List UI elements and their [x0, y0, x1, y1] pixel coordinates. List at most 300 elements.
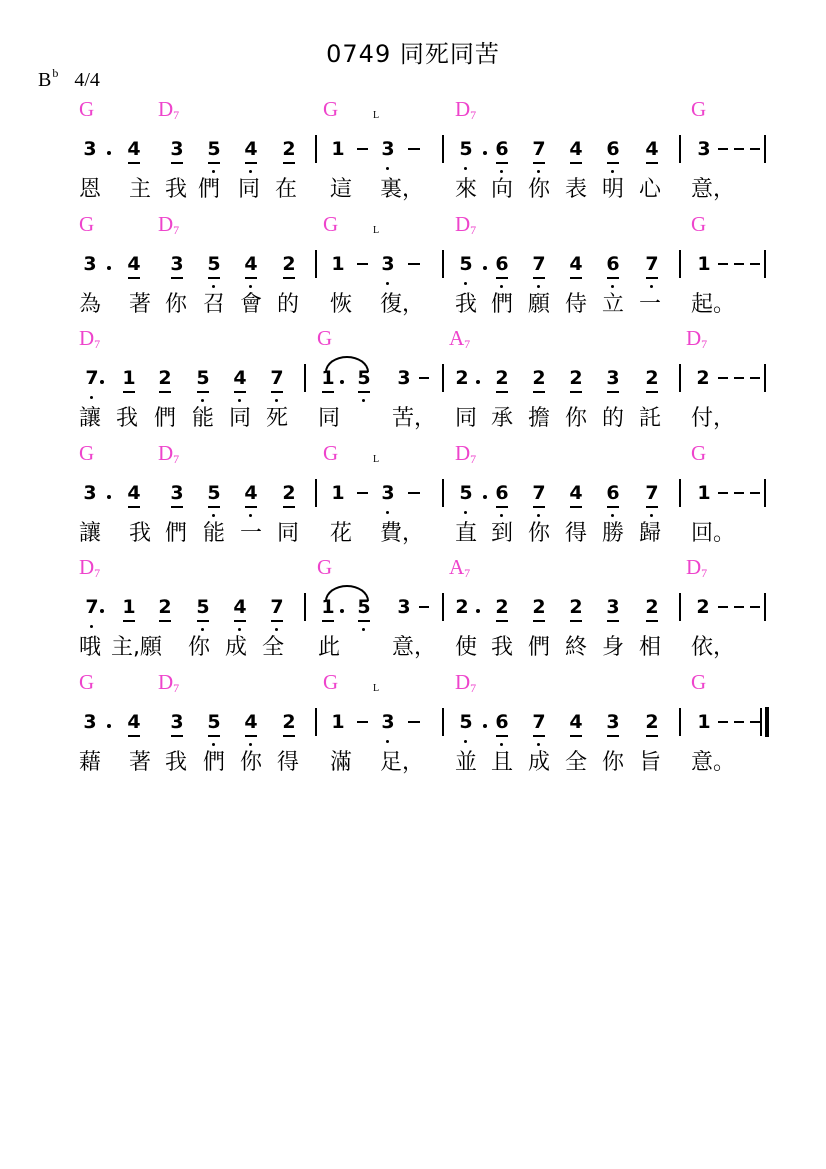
note-digit: 5	[456, 483, 476, 503]
note-digit: 4	[124, 712, 144, 732]
lyric-syllable: 一	[639, 291, 662, 317]
note-digit: 3	[397, 367, 411, 389]
chord-symbol: $D_7$	[158, 669, 180, 695]
augmentation-dot	[107, 724, 111, 728]
augmentation-dot	[340, 380, 344, 384]
lyric-syllable: 恢	[330, 291, 353, 317]
lyric-syllable: 們	[491, 291, 514, 317]
chord-symbol: G	[691, 97, 707, 121]
chord-extension: 7	[470, 451, 477, 466]
lyric-syllable: 同	[318, 406, 341, 431]
lyric-syllable: 的	[602, 406, 625, 431]
chord-symbol: G	[323, 97, 339, 121]
hold-dash	[357, 492, 368, 494]
lyric-syllable: 在	[275, 177, 298, 202]
lyric-syllable: 向	[491, 177, 514, 202]
lyric-syllable: 我	[116, 406, 139, 431]
note-digit: 2	[529, 597, 549, 617]
lyric-syllable: 們	[154, 406, 177, 431]
lyric-syllable: 侍	[565, 291, 588, 317]
barline	[679, 479, 681, 507]
note-digit: 2	[155, 597, 175, 617]
note-digit: 2	[455, 596, 469, 618]
note-digit: 4	[566, 254, 586, 274]
note-digit: 2	[492, 597, 512, 617]
lyric-syllable: 哦	[79, 635, 102, 660]
hold-dash	[718, 721, 728, 723]
note-digit: 2	[279, 139, 299, 159]
note-digit: 6	[603, 254, 623, 274]
note-digit: 2	[642, 368, 662, 388]
lyric-syllable: 費，	[380, 520, 425, 546]
note-digit: 7	[82, 368, 102, 388]
lyric-syllable: 且	[491, 749, 514, 775]
lyric-syllable: 裏，	[380, 177, 425, 202]
note-digit: 4	[124, 254, 144, 274]
lyric-syllable: 讓	[79, 406, 102, 431]
note-digit: 1	[331, 481, 345, 504]
note-digit: 4	[230, 368, 250, 388]
note-digit: 6	[603, 139, 623, 159]
hold-dash	[734, 721, 744, 723]
note-digit: 6	[492, 254, 512, 274]
note-digit: 5	[193, 597, 213, 617]
chord-symbol: G	[691, 211, 707, 236]
note-digit: 7	[529, 254, 549, 274]
chord-symbol: $A_7$	[449, 555, 471, 580]
chord-symbol: G	[691, 669, 707, 694]
song-title: 0749 同死同苦	[326, 40, 500, 68]
lyric-syllable: 為	[79, 291, 102, 317]
lyric-syllable: 復，	[380, 291, 425, 317]
lyric-syllable: 你	[528, 177, 551, 202]
barline	[442, 479, 444, 507]
chord-extension: 7	[470, 222, 477, 237]
lyric-syllable: 會	[240, 291, 263, 317]
lyric-syllable: 們	[203, 749, 226, 775]
lyric-syllable: 我	[165, 177, 188, 202]
barline	[764, 135, 766, 163]
note-digit: 7	[642, 483, 662, 503]
hold-dash	[718, 263, 728, 265]
lyric-syllable: 一	[240, 520, 263, 546]
note-digit: 4	[566, 712, 586, 732]
hold-dash	[357, 148, 368, 150]
chord-extension: 7	[94, 337, 101, 351]
tie-arc	[325, 585, 369, 601]
barline	[764, 479, 766, 507]
lyric-syllable: 使	[455, 635, 478, 660]
chord-extension: 7	[464, 337, 471, 351]
barline	[442, 250, 444, 278]
note-digit: 7	[529, 483, 549, 503]
augmentation-dot	[100, 380, 104, 384]
chord-symbol: G	[79, 669, 95, 694]
chord-symbol: $D_7$	[686, 555, 708, 580]
note-digit: 5	[193, 368, 213, 388]
chord-symbol: G	[691, 440, 707, 465]
final-barline-thick	[765, 707, 769, 737]
chord-extension: 7	[173, 680, 180, 695]
hold-dash	[408, 263, 420, 265]
note-digit: 5	[456, 139, 476, 159]
lyric-syllable: 藉	[79, 749, 102, 775]
note-digit: 1	[697, 710, 711, 733]
lyric-syllable: 讓	[79, 520, 102, 546]
note-digit: 3	[83, 252, 97, 275]
chord-extension: 7	[173, 222, 180, 237]
lyric-syllable: 同	[229, 406, 252, 431]
lyric-syllable: 同	[455, 406, 478, 431]
augmentation-dot	[107, 151, 111, 155]
note-digit: 2	[279, 483, 299, 503]
note-digit: 4	[230, 597, 250, 617]
lyric-syllable: 我	[455, 291, 478, 317]
lyric-syllable: 終	[565, 635, 588, 660]
barline	[764, 364, 766, 392]
chord-extension: 7	[173, 108, 180, 122]
augmentation-dot	[483, 151, 487, 155]
hold-dash	[734, 263, 744, 265]
chord-extension: 7	[701, 566, 708, 580]
note-digit: 4	[241, 712, 261, 732]
note-digit: 1	[331, 138, 345, 160]
lyric-syllable: 勝	[602, 520, 625, 546]
lyric-syllable: 死	[266, 406, 289, 431]
barline	[679, 364, 681, 392]
phrase-mark: L	[373, 224, 380, 236]
augmentation-dot	[100, 609, 104, 613]
note-digit: 3	[83, 481, 97, 504]
note-digit: 5	[354, 368, 374, 388]
note-digit: 4	[642, 139, 662, 159]
note-digit: 3	[603, 712, 623, 732]
lyric-syllable: 滿	[330, 749, 353, 775]
lyric-syllable: 擔	[528, 406, 551, 431]
lyric-syllable: 來	[455, 177, 478, 202]
hold-dash	[734, 606, 744, 608]
lyric-syllable: 我	[165, 749, 188, 775]
hold-dash	[750, 148, 760, 150]
chord-extension: 7	[94, 566, 101, 580]
lyric-syllable: 主,願	[111, 635, 162, 660]
augmentation-dot	[483, 724, 487, 728]
note-digit: 5	[204, 254, 224, 274]
chord-symbol: G	[317, 326, 333, 350]
hold-dash	[750, 721, 760, 723]
lyric-syllable: 這	[330, 177, 353, 202]
lyric-syllable: 你	[165, 291, 188, 317]
note-digit: 3	[167, 254, 187, 274]
augmentation-dot	[107, 495, 111, 499]
lyric-syllable: 花	[330, 520, 353, 546]
key-letter: B	[38, 69, 52, 91]
lyric-syllable: 回。	[691, 520, 736, 546]
augmentation-dot	[107, 266, 111, 270]
barline	[679, 708, 681, 736]
note-digit: 3	[378, 139, 398, 159]
hold-dash	[718, 492, 728, 494]
lyric-syllable: 並	[455, 749, 478, 775]
barline	[304, 364, 306, 392]
hold-dash	[750, 377, 760, 379]
lyric-syllable: 付，	[691, 406, 736, 431]
note-digit: 3	[397, 596, 411, 618]
lyric-syllable: 承	[491, 406, 514, 431]
key-signature	[38, 66, 100, 92]
chord-extension: 7	[470, 108, 477, 122]
note-digit: 4	[124, 483, 144, 503]
barline	[679, 250, 681, 278]
barline	[315, 708, 317, 736]
lyric-syllable: 我	[491, 635, 514, 660]
phrase-mark: L	[373, 110, 380, 121]
chord-symbol: $D_7$	[158, 211, 180, 237]
note-digit: 7	[529, 139, 549, 159]
hold-dash	[734, 492, 744, 494]
barline	[304, 593, 306, 621]
lyric-syllable: 足，	[380, 749, 425, 775]
hold-dash	[408, 721, 420, 723]
note-digit: 1	[697, 481, 711, 504]
key-accidental: b	[52, 66, 59, 80]
lyric-syllable: 著	[129, 749, 152, 775]
lyric-syllable: 得	[277, 749, 300, 775]
chord-symbol: G	[323, 669, 339, 694]
note-digit: 5	[456, 712, 476, 732]
note-digit: 3	[378, 254, 398, 274]
note-digit: 7	[82, 597, 102, 617]
note-digit: 2	[566, 597, 586, 617]
note-digit: 4	[124, 139, 144, 159]
note-digit: 3	[167, 712, 187, 732]
tie-arc	[325, 356, 369, 372]
augmentation-dot	[483, 495, 487, 499]
note-digit: 5	[204, 139, 224, 159]
hold-dash	[357, 263, 368, 265]
augmentation-dot	[476, 380, 480, 384]
note-digit: 1	[318, 597, 338, 617]
note-digit: 3	[83, 710, 97, 733]
note-digit: 5	[204, 712, 224, 732]
lyric-syllable: 意。	[691, 749, 736, 775]
hold-dash	[750, 263, 760, 265]
lyric-syllable: 託	[639, 406, 662, 431]
barline	[442, 708, 444, 736]
lyric-syllable: 苦，	[392, 406, 437, 431]
lyric-syllable: 成	[225, 635, 248, 660]
chord-symbol: G	[79, 440, 95, 465]
lyric-syllable: 主	[129, 177, 152, 202]
chord-symbol: $D_7$	[686, 326, 708, 351]
note-digit: 2	[696, 367, 710, 389]
lyric-syllable: 我	[129, 520, 152, 546]
barline	[442, 593, 444, 621]
note-digit: 2	[279, 712, 299, 732]
chord-symbol: G	[323, 440, 339, 465]
chord-symbol: $A_7$	[449, 326, 471, 351]
note-digit: 6	[492, 483, 512, 503]
note-digit: 3	[167, 139, 187, 159]
note-digit: 1	[331, 710, 345, 733]
barline	[442, 135, 444, 163]
barline	[442, 364, 444, 392]
lyric-syllable: 們	[165, 520, 188, 546]
lyric-syllable: 全	[565, 749, 588, 775]
note-digit: 1	[119, 597, 139, 617]
chord-symbol: $D_7$	[79, 326, 101, 351]
phrase-mark: L	[373, 453, 380, 465]
note-digit: 6	[603, 483, 623, 503]
note-digit: 6	[492, 139, 512, 159]
note-digit: 5	[204, 483, 224, 503]
lyric-syllable: 們	[198, 177, 221, 202]
chord-symbol: $D_7$	[158, 440, 180, 466]
chord-symbol: $D_7$	[455, 669, 477, 695]
lyric-syllable: 直	[455, 520, 478, 546]
note-digit: 2	[492, 368, 512, 388]
note-digit: 3	[603, 368, 623, 388]
note-digit: 7	[267, 368, 287, 388]
chord-symbol: G	[79, 211, 95, 236]
hold-dash	[718, 377, 728, 379]
note-digit: 7	[267, 597, 287, 617]
chord-symbol: $D_7$	[79, 555, 101, 580]
barline	[679, 593, 681, 621]
note-digit: 3	[167, 483, 187, 503]
note-digit: 6	[492, 712, 512, 732]
lyric-syllable: 意，	[392, 635, 437, 660]
lyric-syllable: 你	[240, 749, 263, 775]
chord-extension: 7	[464, 566, 471, 580]
lyric-syllable: 的	[277, 291, 300, 317]
lyric-syllable: 你	[188, 635, 211, 660]
lyric-syllable: 旨	[639, 749, 662, 775]
barline	[315, 479, 317, 507]
note-digit: 4	[566, 483, 586, 503]
lyric-syllable: 們	[528, 635, 551, 660]
note-digit: 7	[529, 712, 549, 732]
phrase-mark: L	[373, 682, 380, 694]
hold-dash	[718, 148, 728, 150]
hold-dash	[718, 606, 728, 608]
lyric-syllable: 相	[639, 635, 662, 660]
chord-symbol: $D_7$	[455, 97, 477, 122]
note-digit: 2	[696, 596, 710, 618]
note-digit: 3	[83, 138, 97, 160]
note-digit: 2	[642, 597, 662, 617]
barline	[315, 250, 317, 278]
note-digit: 3	[603, 597, 623, 617]
barline	[315, 135, 317, 163]
note-digit: 4	[241, 483, 261, 503]
augmentation-dot	[483, 266, 487, 270]
note-digit: 2	[279, 254, 299, 274]
hold-dash	[419, 606, 429, 608]
hold-dash	[408, 148, 420, 150]
note-digit: 3	[697, 138, 711, 160]
chord-extension: 7	[173, 451, 180, 466]
lyric-syllable: 著	[129, 291, 152, 317]
note-digit: 2	[155, 368, 175, 388]
note-digit: 1	[318, 368, 338, 388]
note-digit: 2	[455, 367, 469, 389]
lyric-syllable: 身	[602, 635, 625, 660]
note-digit: 2	[642, 712, 662, 732]
note-digit: 2	[566, 368, 586, 388]
lyric-syllable: 你	[528, 520, 551, 546]
chord-extension: 7	[701, 337, 708, 351]
chord-extension: 7	[470, 680, 477, 695]
lyric-syllable: 同	[238, 177, 261, 202]
chord-symbol: $D_7$	[455, 211, 477, 237]
lyric-syllable: 召	[203, 291, 226, 317]
note-digit: 1	[119, 368, 139, 388]
lyric-syllable: 得	[565, 520, 588, 546]
lyric-syllable: 此	[318, 635, 341, 660]
note-digit: 3	[378, 483, 398, 503]
note-digit: 1	[331, 252, 345, 275]
chord-symbol: $D_7$	[158, 97, 180, 122]
lyric-syllable: 意，	[691, 177, 736, 202]
note-digit: 3	[378, 712, 398, 732]
note-digit: 1	[697, 252, 711, 275]
hold-dash	[734, 148, 744, 150]
hold-dash	[408, 492, 420, 494]
chord-symbol: G	[323, 211, 339, 236]
augmentation-dot	[340, 609, 344, 613]
augmentation-dot	[476, 609, 480, 613]
hold-dash	[357, 721, 368, 723]
time-signature: 4/4	[74, 69, 100, 91]
lyric-syllable: 能	[192, 406, 215, 431]
note-digit: 4	[566, 139, 586, 159]
lyric-syllable: 依，	[691, 635, 736, 660]
lyric-syllable: 能	[203, 520, 226, 546]
note-digit: 7	[642, 254, 662, 274]
lyric-syllable: 恩	[79, 177, 102, 202]
lyric-syllable: 同	[277, 520, 300, 546]
note-digit: 4	[241, 254, 261, 274]
chord-symbol: G	[79, 97, 95, 121]
lyric-syllable: 明	[602, 177, 625, 202]
final-barline-thin	[760, 708, 762, 736]
lyric-syllable: 你	[565, 406, 588, 431]
note-digit: 5	[354, 597, 374, 617]
note-digit: 5	[456, 254, 476, 274]
hold-dash	[419, 377, 429, 379]
lyric-syllable: 起。	[691, 291, 736, 317]
note-digit: 4	[241, 139, 261, 159]
lyric-syllable: 你	[602, 749, 625, 775]
lyric-syllable: 願	[528, 291, 551, 317]
chord-symbol: $D_7$	[455, 440, 477, 466]
hold-dash	[750, 606, 760, 608]
lyric-syllable: 歸	[639, 520, 662, 546]
lyric-syllable: 表	[565, 177, 588, 202]
note-digit: 2	[529, 368, 549, 388]
barline	[764, 593, 766, 621]
lyric-syllable: 成	[528, 749, 551, 775]
lyric-syllable: 立	[602, 291, 625, 317]
hold-dash	[750, 492, 760, 494]
chord-symbol: G	[317, 555, 333, 579]
lyric-syllable: 到	[491, 520, 514, 546]
hold-dash	[734, 377, 744, 379]
lyric-syllable: 全	[262, 635, 285, 660]
lyric-syllable: 心	[639, 177, 662, 202]
barline	[764, 250, 766, 278]
